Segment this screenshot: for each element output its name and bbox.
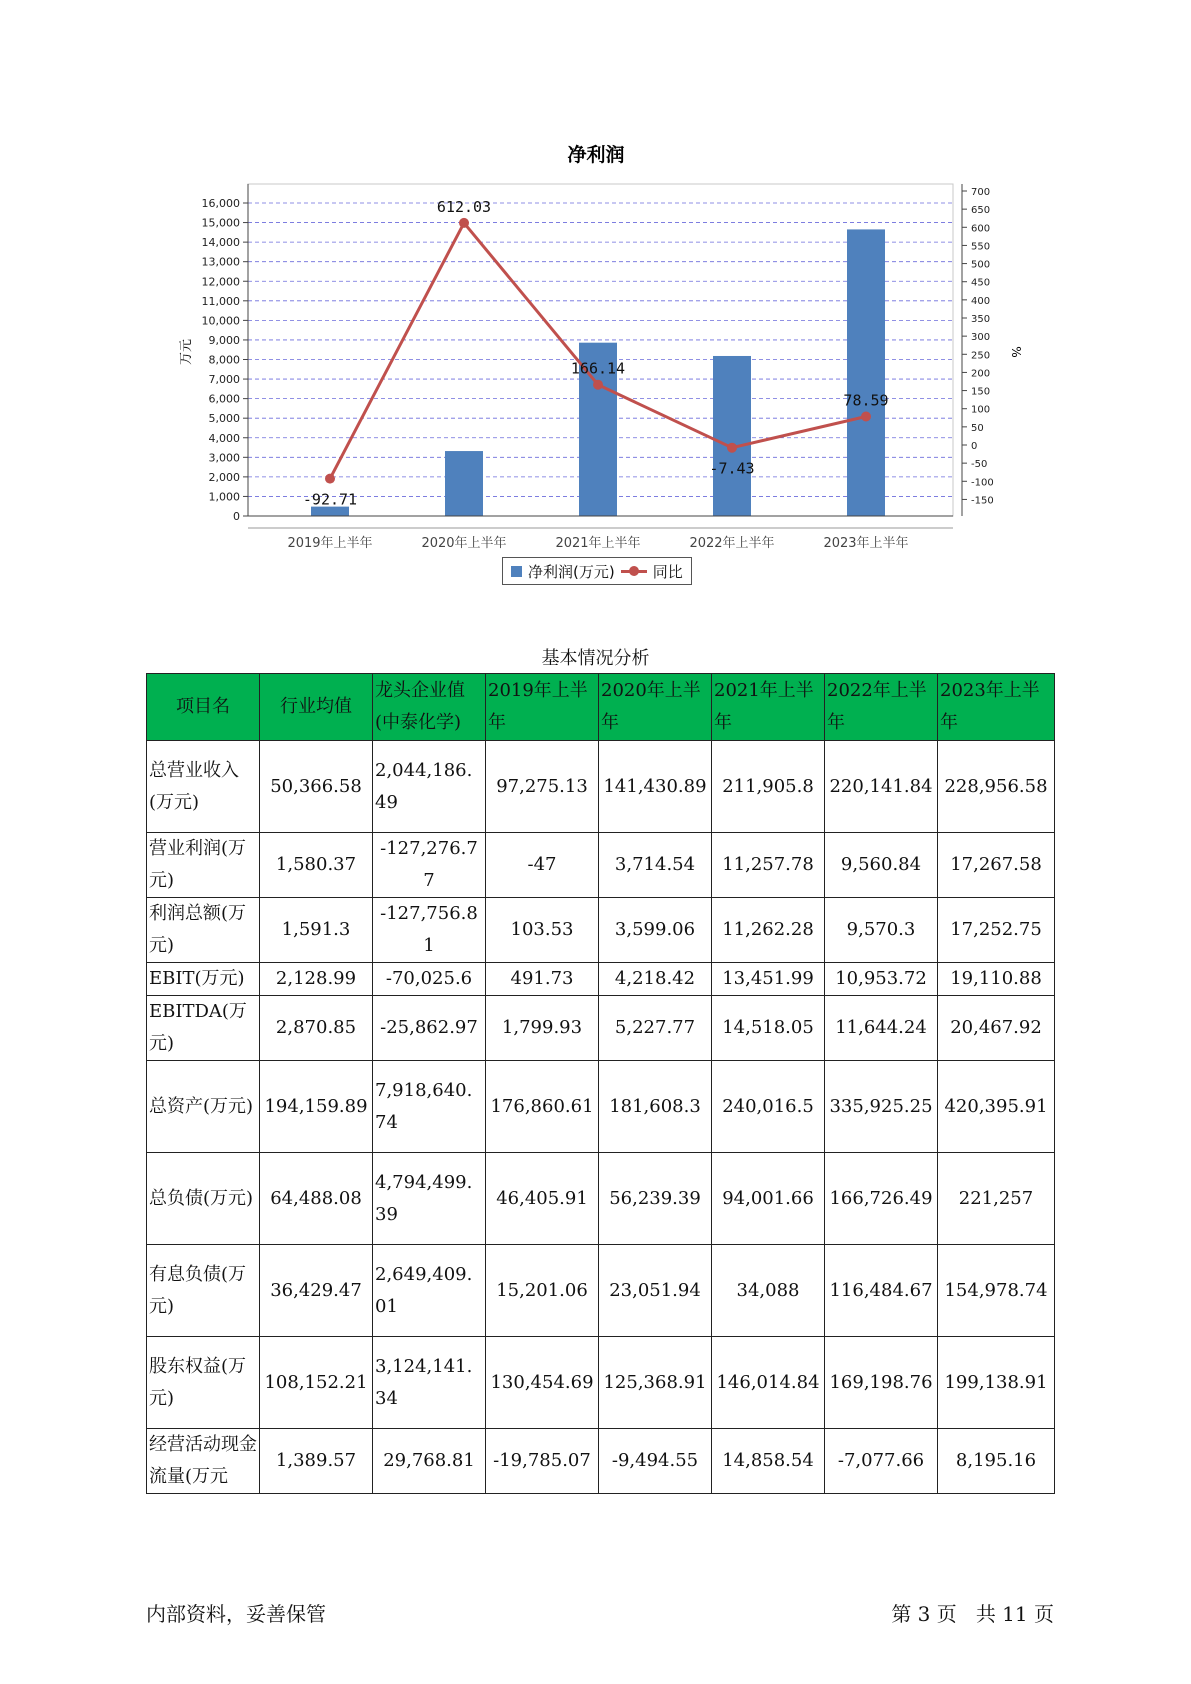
- value-cell: 194,159.89: [260, 1061, 373, 1153]
- row-label-cell: 股东权益(万元): [147, 1337, 260, 1429]
- value-cell: 491.73: [486, 963, 599, 996]
- value-cell: 116,484.67: [825, 1245, 938, 1337]
- value-cell: -7,077.66: [825, 1429, 938, 1494]
- yoy-point: [459, 218, 469, 228]
- value-cell: 17,267.58: [938, 833, 1055, 898]
- right-tick-label: 0: [971, 441, 978, 452]
- row-label-cell: 经营活动现金流量(万元: [147, 1429, 260, 1494]
- header-cell: 行业均值: [260, 674, 373, 741]
- bar-net-profit: [445, 451, 483, 516]
- right-tick-label: 500: [971, 259, 991, 271]
- row-label-cell: 总资产(万元): [147, 1061, 260, 1153]
- bar-net-profit: [847, 229, 885, 516]
- left-tick-label: 10,000: [201, 314, 240, 328]
- value-cell: 146,014.84: [712, 1337, 825, 1429]
- value-cell: 1,389.57: [260, 1429, 373, 1494]
- left-tick-label: 2,000: [208, 470, 240, 484]
- right-tick-label: 250: [971, 350, 991, 362]
- x-tick-label: 2021年上半年: [555, 536, 641, 551]
- value-cell: 335,925.25: [825, 1061, 938, 1153]
- right-tick-label: -50: [971, 459, 988, 471]
- value-cell: 2,870.85: [260, 996, 373, 1061]
- value-cell: 11,644.24: [825, 996, 938, 1061]
- value-cell: 103.53: [486, 898, 599, 963]
- left-tick-label: 16,000: [201, 197, 240, 210]
- value-cell: 199,138.91: [938, 1337, 1055, 1429]
- left-tick-label: 4,000: [208, 431, 240, 445]
- value-cell: 50,366.58: [260, 741, 373, 833]
- value-cell: 11,257.78: [712, 833, 825, 898]
- value-cell: -25,862.97: [373, 996, 486, 1061]
- value-cell: -127,276.77: [373, 833, 486, 898]
- value-cell: 97,275.13: [486, 741, 599, 833]
- value-cell: -19,785.07: [486, 1429, 599, 1494]
- x-tick-label: 2019年上半年: [287, 536, 373, 551]
- table-row: [147, 963, 1055, 996]
- value-cell: 211,905.8: [712, 741, 825, 833]
- value-cell: 17,252.75: [938, 898, 1055, 963]
- yoy-data-label: -92.71: [302, 490, 358, 509]
- value-cell: 10,953.72: [825, 963, 938, 996]
- value-cell: 9,570.3: [825, 898, 938, 963]
- value-cell: 220,141.84: [825, 741, 938, 833]
- left-tick-label: 6,000: [208, 392, 240, 406]
- legend-line-swatch: [621, 565, 647, 577]
- x-tick-label: 2020年上半年: [421, 536, 507, 551]
- right-tick-label: 450: [971, 277, 991, 289]
- value-cell: 23,051.94: [599, 1245, 712, 1337]
- value-cell: 14,858.54: [712, 1429, 825, 1494]
- value-cell: 56,239.39: [599, 1153, 712, 1245]
- row-label-cell: 营业利润(万元): [147, 833, 260, 898]
- value-cell: 169,198.76: [825, 1337, 938, 1429]
- table-row: [147, 1337, 1055, 1429]
- value-cell: 1,580.37: [260, 833, 373, 898]
- legend-bar-label: 净利润(万元): [528, 562, 615, 581]
- table-row: [147, 1153, 1055, 1245]
- bar-net-profit: [713, 356, 751, 516]
- right-tick-label: 200: [971, 368, 991, 380]
- table-row: [147, 996, 1055, 1061]
- left-tick-label: 5,000: [208, 412, 240, 426]
- right-tick-label: -100: [971, 477, 994, 489]
- value-cell: 14,518.05: [712, 996, 825, 1061]
- left-tick-label: 8,000: [208, 353, 240, 367]
- left-tick-label: 1,000: [208, 490, 240, 504]
- value-cell: 7,918,640.74: [373, 1061, 486, 1153]
- table-row: [147, 1245, 1055, 1337]
- value-cell: -127,756.81: [373, 898, 486, 963]
- value-cell: 20,467.92: [938, 996, 1055, 1061]
- left-tick-label: 7,000: [208, 373, 240, 387]
- value-cell: 3,714.54: [599, 833, 712, 898]
- row-label-cell: EBITDA(万元): [147, 996, 260, 1061]
- x-tick-label: 2023年上半年: [823, 536, 909, 551]
- value-cell: 11,262.28: [712, 898, 825, 963]
- value-cell: 4,794,499.39: [373, 1153, 486, 1245]
- table-row: [147, 833, 1055, 898]
- right-axis-label: %: [1009, 346, 1023, 358]
- chart-legend: [502, 557, 692, 585]
- value-cell: 64,488.08: [260, 1153, 373, 1245]
- right-tick-label: 700: [971, 187, 991, 198]
- value-cell: 36,429.47: [260, 1245, 373, 1337]
- value-cell: 46,405.91: [486, 1153, 599, 1245]
- row-label-cell: 利润总额(万元): [147, 898, 260, 963]
- table-body: [147, 741, 1055, 1494]
- left-tick-label: 9,000: [208, 333, 240, 347]
- right-tick-label: 100: [971, 404, 991, 416]
- right-tick-label: 350: [971, 314, 991, 325]
- right-tick-label: 300: [971, 332, 991, 344]
- yoy-data-label: 612.03: [436, 197, 492, 216]
- header-cell: 2023年上半年: [938, 674, 1055, 741]
- right-tick-label: 400: [971, 295, 991, 307]
- value-cell: 8,195.16: [938, 1429, 1055, 1494]
- right-tick-label: 550: [971, 241, 991, 253]
- legend-bar-swatch: [511, 566, 522, 577]
- right-tick-label: 50: [971, 422, 984, 434]
- value-cell: 19,110.88: [938, 963, 1055, 996]
- value-cell: 15,201.06: [486, 1245, 599, 1337]
- yoy-point: [727, 443, 737, 453]
- left-tick-label: 13,000: [201, 255, 240, 269]
- analysis-table: [146, 673, 1055, 1494]
- table-row: [147, 1061, 1055, 1153]
- value-cell: 1,591.3: [260, 898, 373, 963]
- value-cell: -47: [486, 833, 599, 898]
- yoy-point: [325, 474, 335, 484]
- left-tick-label: 14,000: [201, 236, 240, 250]
- value-cell: 13,451.99: [712, 963, 825, 996]
- left-axis-label: 万元: [179, 338, 194, 366]
- left-tick-label: 11,000: [201, 294, 240, 308]
- value-cell: -70,025.6: [373, 963, 486, 996]
- footer-page-number: 第 3 页 共 11 页: [891, 1602, 1054, 1626]
- value-cell: 4,218.42: [599, 963, 712, 996]
- right-tick-label: 650: [971, 205, 991, 217]
- yoy-data-label: 166.14: [570, 359, 626, 378]
- header-row: [147, 674, 1055, 741]
- value-cell: 176,860.61: [486, 1061, 599, 1153]
- yoy-data-label: -7.43: [709, 459, 755, 478]
- table-caption: 基本情况分析: [541, 648, 650, 669]
- value-cell: 154,978.74: [938, 1245, 1055, 1337]
- left-tick-label: 0: [233, 510, 240, 523]
- row-label-cell: 总营业收入(万元): [147, 741, 260, 833]
- header-cell: 2021年上半年: [712, 674, 825, 741]
- value-cell: 3,124,141.34: [373, 1337, 486, 1429]
- net-profit-chart: [0, 0, 1191, 600]
- left-tick-label: 12,000: [201, 275, 240, 289]
- value-cell: 130,454.69: [486, 1337, 599, 1429]
- table-row: [147, 1429, 1055, 1494]
- header-cell: 2022年上半年: [825, 674, 938, 741]
- value-cell: 29,768.81: [373, 1429, 486, 1494]
- value-cell: 94,001.66: [712, 1153, 825, 1245]
- footer-confidential: 内部资料，妥善保管: [146, 1602, 326, 1626]
- value-cell: 108,152.21: [260, 1337, 373, 1429]
- value-cell: 5,227.77: [599, 996, 712, 1061]
- yoy-point: [861, 411, 871, 421]
- right-tick-label: 150: [971, 386, 991, 398]
- value-cell: 420,395.91: [938, 1061, 1055, 1153]
- row-label-cell: 有息负债(万元): [147, 1245, 260, 1337]
- header-cell: 2020年上半年: [599, 674, 712, 741]
- value-cell: 1,799.93: [486, 996, 599, 1061]
- value-cell: 166,726.49: [825, 1153, 938, 1245]
- value-cell: 2,128.99: [260, 963, 373, 996]
- value-cell: 3,599.06: [599, 898, 712, 963]
- header-cell: 2019年上半年: [486, 674, 599, 741]
- table-row: [147, 898, 1055, 963]
- value-cell: -9,494.55: [599, 1429, 712, 1494]
- yoy-point: [593, 380, 603, 390]
- x-tick-label: 2022年上半年: [689, 536, 775, 551]
- value-cell: 240,016.5: [712, 1061, 825, 1153]
- row-label-cell: 总负债(万元): [147, 1153, 260, 1245]
- value-cell: 228,956.58: [938, 741, 1055, 833]
- legend-line-label: 同比: [652, 562, 683, 581]
- value-cell: 9,560.84: [825, 833, 938, 898]
- table-row: [147, 741, 1055, 833]
- yoy-data-label: 78.59: [843, 391, 889, 410]
- value-cell: 141,430.89: [599, 741, 712, 833]
- chart-svg: [0, 0, 1191, 600]
- chart-title: 净利润: [567, 144, 625, 166]
- right-tick-label: -150: [971, 495, 994, 507]
- row-label-cell: EBIT(万元): [147, 963, 260, 996]
- value-cell: 2,649,409.01: [373, 1245, 486, 1337]
- header-cell: 龙头企业值(中泰化学): [373, 674, 486, 741]
- table-header: [147, 674, 1055, 741]
- value-cell: 2,044,186.49: [373, 741, 486, 833]
- value-cell: 221,257: [938, 1153, 1055, 1245]
- right-tick-label: 600: [971, 223, 991, 235]
- header-cell: 项目名: [147, 674, 260, 741]
- value-cell: 181,608.3: [599, 1061, 712, 1153]
- value-cell: 125,368.91: [599, 1337, 712, 1429]
- left-tick-label: 3,000: [208, 451, 240, 465]
- left-tick-label: 15,000: [201, 216, 240, 230]
- value-cell: 34,088: [712, 1245, 825, 1337]
